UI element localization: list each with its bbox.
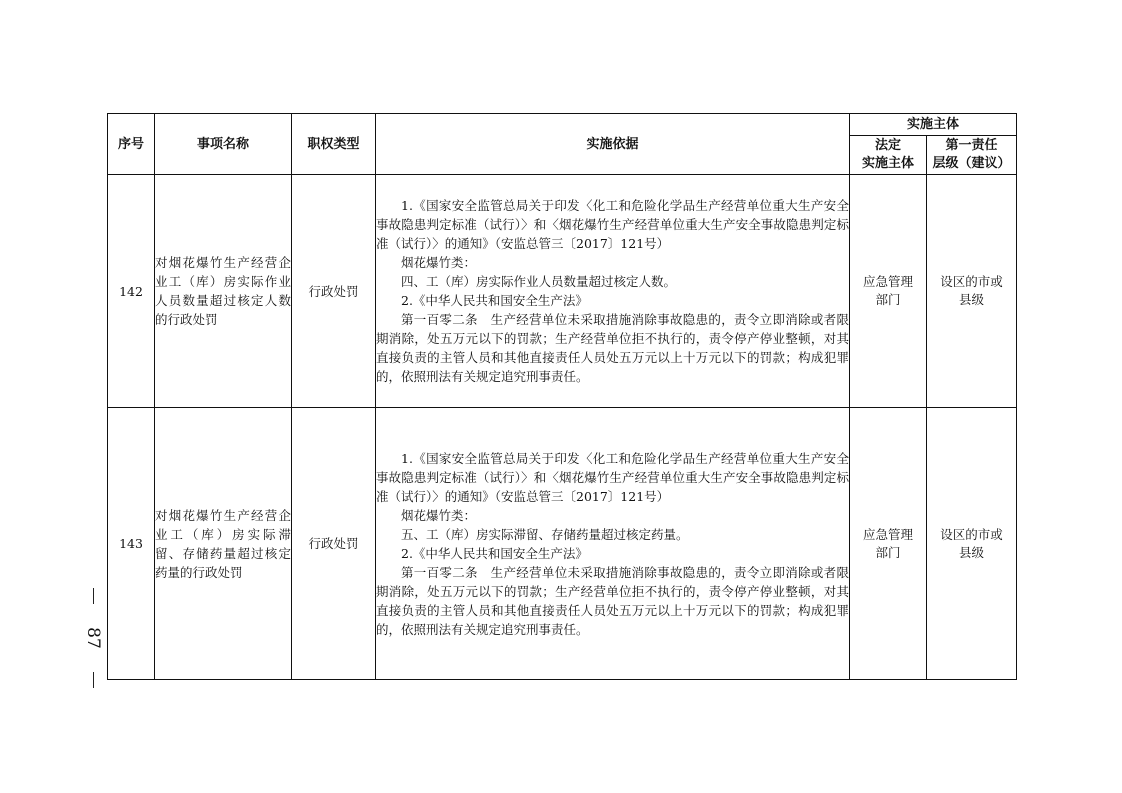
row-first-level-line2: 县级 <box>959 544 985 560</box>
page-number <box>76 588 110 688</box>
basis-paragraph: 四、工（库）房实际作业人员数量超过核定人数。 <box>401 274 677 289</box>
header-first-level-line2: 层级（建议） <box>932 156 1011 171</box>
header-basis: 实施依据 <box>376 114 850 175</box>
table-row <box>108 408 1017 680</box>
basis-paragraph: 第一百零二条 生产经营单位未采取措施消除事故隐患的，责令立即消除或者限期消除，处五万元以下的罚款；生产经营单位拒不执行的，责令停产停业整顿，对其直接负责的主管人员和其他直接责任人员处五万元以上十万元以下的罚款；构成犯罪的，依照刑法有关规定追究刑事责任。 <box>376 312 849 384</box>
row-first-level <box>927 408 1017 680</box>
row-power-type: 行政处罚 <box>292 175 376 408</box>
row-seq: 142 <box>108 175 155 408</box>
row-item-name: 对烟花爆竹生产经营企业工（库）房实际滞留、存储药量超过核定药量的行政处罚 <box>155 408 292 680</box>
row-legal-subject-line1: 应急管理 <box>862 526 913 542</box>
basis-paragraph: 烟花爆竹类： <box>401 507 477 523</box>
header-legal-subject <box>850 136 927 175</box>
row-item-name: 对烟花爆竹生产经营企业工（库）房实际作业人员数量超过核定人数的行政处罚 <box>155 175 292 408</box>
header-seq: 序号 <box>108 114 155 175</box>
row-legal-subject-line2: 部门 <box>875 292 901 307</box>
page-number-dash-bottom <box>93 672 94 688</box>
basis-paragraph: 烟花爆竹类： <box>401 255 477 270</box>
row-first-level-line1: 设区的市或 <box>940 526 1003 542</box>
row-basis <box>376 175 850 408</box>
basis-paragraph: 2.《中华人民共和国安全生产法》 <box>401 545 588 561</box>
header-subject: 实施主体 <box>850 114 1017 136</box>
header-power-type: 职权类型 <box>292 114 376 175</box>
row-legal-subject-line2: 部门 <box>875 544 901 560</box>
basis-paragraph: 2.《中华人民共和国安全生产法》 <box>401 293 588 308</box>
header-first-level-line1: 第一责任 <box>945 138 998 153</box>
header-legal-subject-line2: 实施主体 <box>861 156 914 171</box>
table-row <box>108 175 1017 408</box>
enforcement-items-table <box>107 113 1017 680</box>
row-power-type: 行政处罚 <box>292 408 376 680</box>
header-first-level <box>927 136 1017 175</box>
basis-paragraph: 五、工（库）房实际滞留、存储药量超过核定药量。 <box>401 526 689 542</box>
basis-paragraph: 第一百零二条 生产经营单位未采取措施消除事故隐患的，责令立即消除或者限期消除，处五万元以下的罚款；生产经营单位拒不执行的，责令停产停业整顿，对其直接负责的主管人员和其他直接责任人员处五万元以上十万元以下的罚款；构成犯罪的，依照刑法有关规定追究刑事责任。 <box>376 564 849 637</box>
row-basis <box>376 408 850 680</box>
row-first-level <box>927 175 1017 408</box>
basis-paragraph: 1.《国家安全监管总局关于印发〈化工和危险化学品生产经营单位重大生产安全事故隐患判定标准（试行）〉和〈烟花爆竹生产经营单位重大生产安全事故隐患判定标准（试行）〉的通知》（安监总管三〔2017〕121号） <box>376 198 849 251</box>
page-number-dash-top <box>93 588 94 604</box>
row-legal-subject-line1: 应急管理 <box>862 274 913 289</box>
row-legal-subject <box>850 175 927 408</box>
header-item-name: 事项名称 <box>155 114 292 175</box>
row-seq: 143 <box>108 408 155 680</box>
row-legal-subject <box>850 408 927 680</box>
page-number-value: 87 <box>82 627 103 649</box>
header-legal-subject-line1: 法定 <box>874 138 901 153</box>
row-first-level-line2: 县级 <box>959 292 985 307</box>
basis-paragraph: 1.《国家安全监管总局关于印发〈化工和危险化学品生产经营单位重大生产安全事故隐患判定标准（试行）〉和〈烟花爆竹生产经营单位重大生产安全事故隐患判定标准（试行）〉的通知》（安监总管三〔2017〕121号） <box>376 450 849 504</box>
row-first-level-line1: 设区的市或 <box>940 274 1003 289</box>
